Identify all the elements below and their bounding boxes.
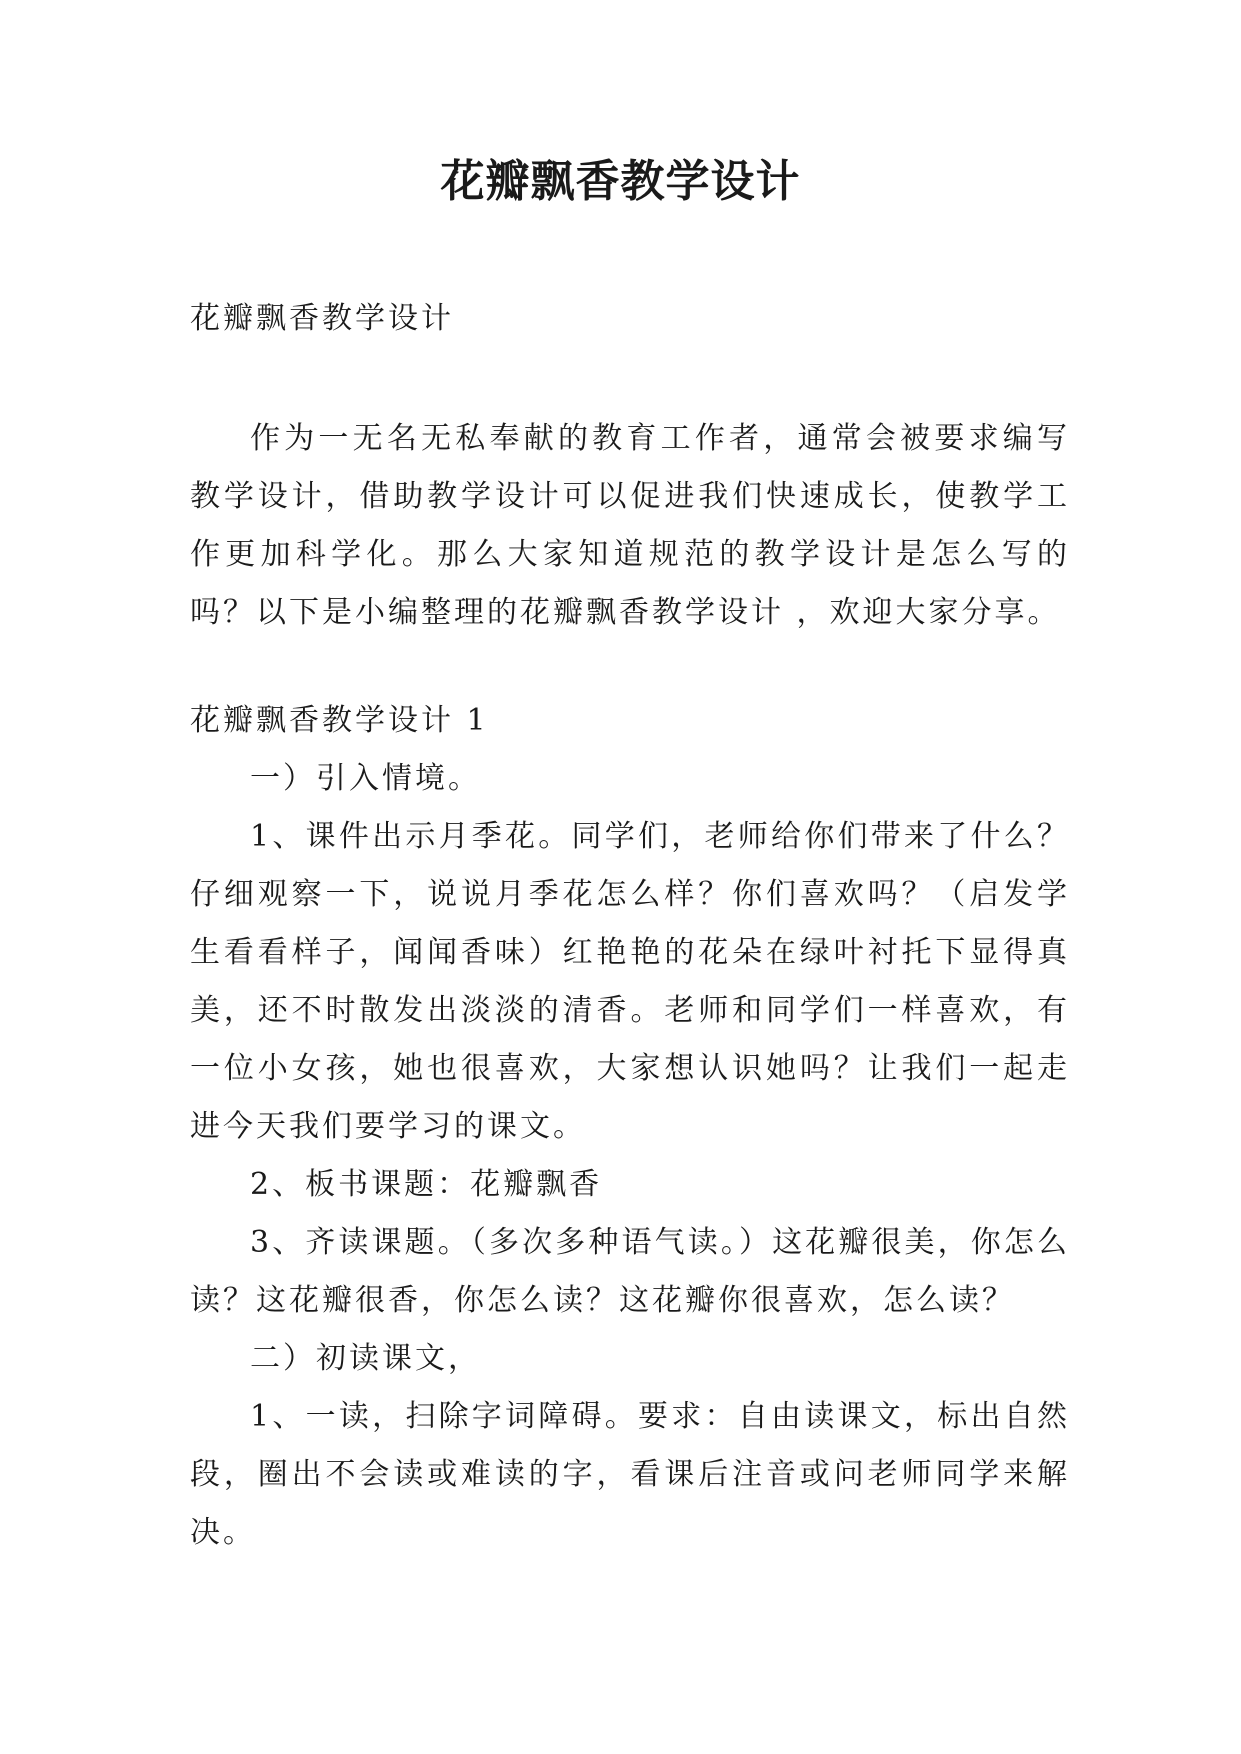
document-title: 花瓣飘香教学设计 [440,156,801,207]
spacer [190,642,1070,692]
intro-paragraph: 作为一无名无私奉献的教育工作者，通常会被要求编写教学设计，借助教学设计可以促进我们快速成长，使教学工作更加科学化。那么大家知道规范的教学设计是怎么写的吗？以下是小编整理的花瓣飘香教学设计 ，欢迎大家分享。 [190,421,1070,630]
paragraph-board-title: 2、板书课题：花瓣飘香 [250,1167,603,1202]
spacer [190,348,1070,410]
paragraph-read-title: 3、齐读课题。（多次多种语气读。）这花瓣很美，你怎么读？这花瓣很香，你怎么读？这花瓣你很喜欢，怎么读？ [190,1225,1070,1318]
paragraph-step-2: 二）初读课文， [250,1341,481,1376]
paragraph-courseware: 1、课件出示月季花。同学们，老师给你们带来了什么？仔细观察一下，说说月季花怎么样？你们喜欢吗？（启发学生看看样子，闻闻香味）红艳艳的花朵在绿叶衬托下显得真美，还不时散发出淡淡的清香。老师和同学们一样喜欢，有一位小女孩，她也很喜欢，大家想认识她吗？让我们一起走进今天我们要学习的课文。 [190,819,1070,1144]
section-heading: 花瓣飘香教学设计 1 [190,703,489,738]
document-body [190,290,1070,1562]
paragraph-first-read: 1、一读，扫除字词障碍。要求：自由读课文，标出自然段，圈出不会读或难读的字，看课后注音或问老师同学来解决。 [190,1399,1070,1550]
document-subtitle: 花瓣飘香教学设计 [190,301,454,336]
paragraph-step-1: 一）引入情境。 [250,761,481,796]
